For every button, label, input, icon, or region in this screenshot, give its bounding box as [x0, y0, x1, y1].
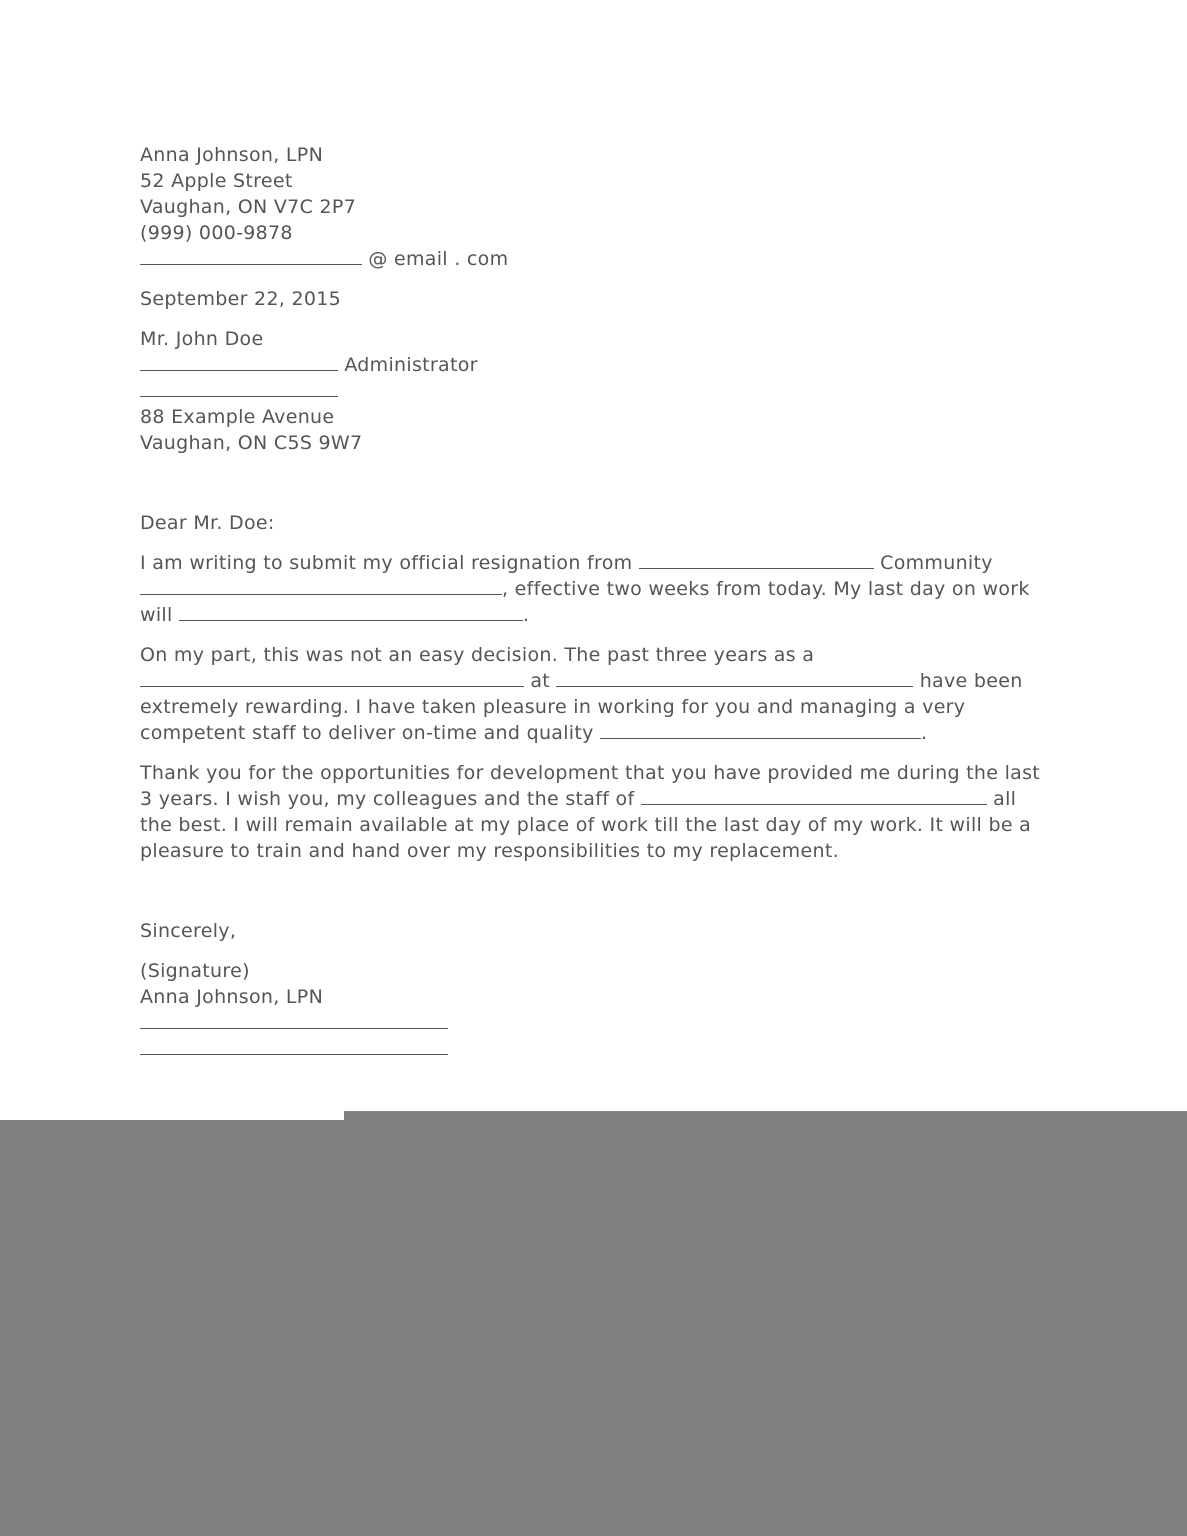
p2-period: .: [921, 722, 928, 744]
letter-date: September 22, 2015: [140, 288, 342, 310]
closing: Sincerely,: [140, 920, 237, 942]
email-blank: [140, 246, 362, 265]
workplace-blank: [556, 668, 913, 687]
staff-blank: [641, 786, 987, 805]
p2-competent: competent staff to deliver on-time and quality: [140, 722, 601, 744]
sender-email-line: [140, 246, 1045, 272]
p3-all: all: [986, 788, 1017, 810]
recipient-org-line: [140, 378, 1045, 404]
resignation-letter: [140, 142, 1045, 1062]
p3-line3: the best. I will remain available at my place of work till the last day of my work. It will be a: [140, 814, 1032, 836]
sender-name: Anna Johnson, LPN: [140, 144, 324, 166]
recipient-title: Administrator: [338, 354, 478, 376]
p1-text: I am writing to submit my official resignation from: [140, 552, 639, 574]
p1-will: will: [140, 604, 179, 626]
recipient-title-line: [140, 352, 1045, 378]
p1-effective: , effective two weeks from today. My last day on work: [502, 578, 1030, 600]
recipient-street: 88 Example Avenue: [140, 406, 335, 428]
sender-street: 52 Apple Street: [140, 170, 293, 192]
salutation: Dear Mr. Doe:: [140, 512, 275, 534]
p2-line1: On my part, this was not an easy decision. The past three years as a: [140, 644, 815, 666]
signer-name: Anna Johnson, LPN: [140, 986, 324, 1008]
organization-blank: [140, 378, 338, 397]
recipient-name: Mr. John Doe: [140, 328, 264, 350]
position-blank: [140, 668, 524, 687]
sender-city: Vaughan, ON V7C 2P7: [140, 196, 357, 218]
gray-footer-block: [0, 1120, 1187, 1536]
signature-label: (Signature): [140, 960, 250, 982]
paragraph-decision: [140, 642, 1045, 746]
p1-community: Community: [873, 552, 993, 574]
email-suffix: @ email . com: [362, 248, 509, 270]
p3-line1: Thank you for the opportunities for development that you have provided me during the last: [140, 762, 1041, 784]
sender-phone: (999) 000-9878: [140, 222, 293, 244]
p2-line3: extremely rewarding. I have taken pleasure in working for you and managing a very: [140, 696, 966, 718]
signature-block: [140, 958, 1045, 1062]
title-blank: [140, 352, 338, 371]
recipient-city: Vaughan, ON C5S 9W7: [140, 432, 363, 454]
p3-wish: 3 years. I wish you, my colleagues and the staff of: [140, 788, 641, 810]
p2-at: at: [524, 670, 557, 692]
signer-org-blank: [140, 1036, 448, 1055]
paragraph-thanks: [140, 760, 1045, 864]
p2-have-been: have been: [913, 670, 1023, 692]
recipient-block: [140, 326, 1045, 456]
sender-block: [140, 142, 1045, 272]
service-blank: [600, 720, 921, 739]
p1-period: .: [522, 604, 530, 626]
gray-band-top: [344, 1111, 1187, 1120]
company-blank: [639, 550, 874, 569]
signer-title-blank: [140, 1010, 448, 1029]
paragraph-resignation: [140, 550, 1045, 628]
last-day-blank: [179, 602, 523, 621]
facility-blank: [140, 576, 502, 595]
p3-line4: pleasure to train and hand over my responsibilities to my replacement.: [140, 840, 839, 862]
